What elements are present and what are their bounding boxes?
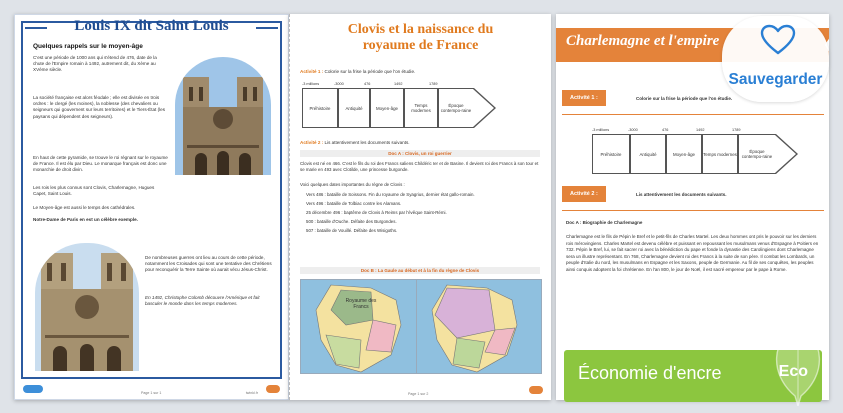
timeline-dates <box>592 128 792 132</box>
timeline-cell[interactable]: Temps modernes <box>702 134 738 174</box>
timeline-date: 1492 <box>696 128 705 132</box>
timeline-date: -3000 <box>628 128 638 132</box>
paragraph: Le Moyen-âge est aussi le temps des cathédrales. <box>33 205 136 210</box>
twinkl-logo <box>266 385 280 393</box>
activity-text: Colorie sur la frise la période que l'on étudie. <box>636 96 733 101</box>
timeline-date: 476 <box>364 82 371 86</box>
paragraph: Charlemagne est le fils de Pépin le Bref et le petit-fils de Charles Martel. Les deux hommes ont pris le pouvoir sur les derniers rois mérovingiens. Charles Martel est devenu célèbre et puissant en repoussant les musulmans venus d'Espagne à Poitiers en 732. Pépin le Bref, lui, se fait sacrer roi avec la bénédiction du pape et fonde la dynastie des Carolingiens dont Charlemagne sera un illustre représentant. En 768, Charlemagne devient roi des Francs à la suite de son père. Il combat les Lombards, un peuple d'Italie du nord, les musulmans en Espagne et les Saxons, peuple de Germanie. Au fil de ses conquêtes, les peuples ainsi conquis adoptent la foi chrétienne. En l'an 800, le jour de Noël, il est sacré empereur par le pape à Rome. <box>566 234 819 272</box>
activity-2-label <box>300 140 410 145</box>
document-heading: Doc A : Biographie de Charlemagne <box>566 220 643 225</box>
activity-text: Lis attentivement les documents suivants. <box>636 192 727 197</box>
event-list <box>306 192 540 234</box>
timeline-date: -3 millions <box>302 82 320 86</box>
twinkl-logo <box>23 385 43 393</box>
timeline[interactable] <box>592 134 798 174</box>
divider <box>562 210 824 211</box>
paragraph: En haut de cette pyramide, se trouve le roi régnant sur le royaume de France. Il est élu par Dieu. Le monarque français est donc une monarchie de droit divin. <box>33 155 168 173</box>
timeline-cell[interactable]: Antiquité <box>338 88 370 128</box>
paragraph: Les rois les plus connus sont Clovis, Charlemagne, Hugues Capet, Saint Louis. <box>33 185 155 197</box>
activity-1-label: Activité 1 : <box>562 90 606 106</box>
paragraph: Voici quelques dates importantes du règne de Clovis : <box>300 182 405 187</box>
paragraph: En 1492, Christophe Colomb découvre l'Amérique et fait basculer le monde dans les temps modernes. <box>145 295 260 307</box>
timeline-cell[interactable]: Époque contempo-raine <box>438 88 474 128</box>
timeline[interactable] <box>302 88 496 128</box>
timeline-cell[interactable]: Préhistoire <box>592 134 630 174</box>
document-heading: Doc B : La Gaule au début et à la fin du règne de Clovis <box>300 267 540 274</box>
timeline-cell[interactable]: Moyen-âge <box>370 88 404 128</box>
timeline-cell[interactable]: Moyen-âge <box>666 134 702 174</box>
timeline-cell[interactable]: Époque contempo-raine <box>738 134 776 174</box>
list-item: 507 : bataille de Vouillé. Défaite des Wisigoths. <box>306 228 398 233</box>
list-item: 25 décembre 496 : baptême de Clovis à Reims par l'évêque Saint-Rémi. <box>306 210 447 215</box>
timeline-arrow-icon <box>474 88 496 128</box>
list-item: 500 : bataille d'Ouche. Défaite des Burgondes. <box>306 219 397 224</box>
save-button[interactable] <box>722 16 829 102</box>
footer-page-number: Page 1 sur 2 <box>408 392 429 396</box>
map-label: Royaume des Francs <box>345 298 377 310</box>
timeline-cell[interactable]: Temps modernes <box>404 88 438 128</box>
timeline-date: 476 <box>662 128 669 132</box>
list-item: Vers 486 : bataille de Soissons. Fin du royaume de Syagrius, dernier état gallo-romain. <box>306 192 475 197</box>
timeline-dates <box>302 82 492 86</box>
activity-2-label: Activité 2 : <box>562 186 606 202</box>
divider <box>562 114 824 115</box>
gaul-map-end <box>416 279 542 374</box>
page-title: Louis IX dit Saint Louis <box>74 18 229 34</box>
worksheet-page-2 <box>289 14 551 400</box>
page-title: Charlemagne et l'empire <box>566 33 720 49</box>
page-title <box>290 22 551 54</box>
footer-page-number: Page 1 sur 1 <box>141 391 162 395</box>
notre-dame-image <box>175 57 271 175</box>
activity-text: Colorie sur la frise la période que l'on étudie. <box>324 69 416 74</box>
timeline-date: 1789 <box>732 128 741 132</box>
activity-number: Activité 2 : <box>300 140 324 145</box>
paragraph: La société française est alors féodale ; elle est divisée en trois ordres : le clergé (les moines), la noblesse (des chevaliers ou seigneurs qui gouvernent sur leurs territoires) et le Tiers-État (les paysans qui dépendent des seigneurs). <box>33 95 165 119</box>
paragraph: Notre-Dame de Paris en est un célèbre exemple. <box>33 217 138 222</box>
timeline-date: -3000 <box>334 82 344 86</box>
ink-saving-label: Économie d'encre <box>578 363 722 383</box>
footer-site: twinkl.fr <box>245 391 258 395</box>
activity-text: Lis attentivement les documents suivants. <box>324 140 410 145</box>
twinkl-logo <box>529 386 543 394</box>
paragraph: De nombreuses guerres ont lieu au cours de cette période, notamment les Croisades qui sont une tentative des Chrétiens pour reconquérir la Terre Sainte où aurait vécu Jésus-Christ. <box>145 255 272 273</box>
save-button-label: Sauvegarder <box>728 71 823 88</box>
document-heading: Doc A : Clovis, un roi guerrier <box>300 150 540 157</box>
timeline-arrow-icon <box>776 134 798 174</box>
activity-number: Activité 1 : <box>300 69 324 74</box>
activity-1-label <box>300 69 415 74</box>
timeline-date: 1492 <box>394 82 403 86</box>
paragraph: Clovis est né en 466. C'est le fils du roi des Francs saliens Childéric Ier et de Basine. Il devient roi des Francs à son tour et se marie en 493 avec Clotilde, une princesse burgonde. <box>300 161 539 172</box>
heart-outline-icon <box>760 24 796 56</box>
paragraph: C'est une période de 1000 ans qui s'étend de 476, date de la chute de l'Empire romain à 1492, autrement dit, du Xème au XVème siècle. <box>33 55 157 73</box>
gaul-map-start <box>300 279 426 374</box>
page-title-text: Clovis et la naissance du royaume de France <box>347 22 494 53</box>
timeline-cell[interactable]: Préhistoire <box>302 88 338 128</box>
timeline-date: -3 millions <box>592 128 610 132</box>
leaf-icon <box>765 322 831 406</box>
worksheet-page-1 <box>14 14 289 400</box>
section-heading: Quelques rappels sur le moyen-âge <box>33 43 143 50</box>
timeline-cell[interactable]: Antiquité <box>630 134 666 174</box>
notre-dame-image <box>35 243 139 371</box>
timeline-date: 1789 <box>429 82 438 86</box>
list-item: Vers 496 : bataille de Tolbiac contre les Alamans. <box>306 201 402 206</box>
